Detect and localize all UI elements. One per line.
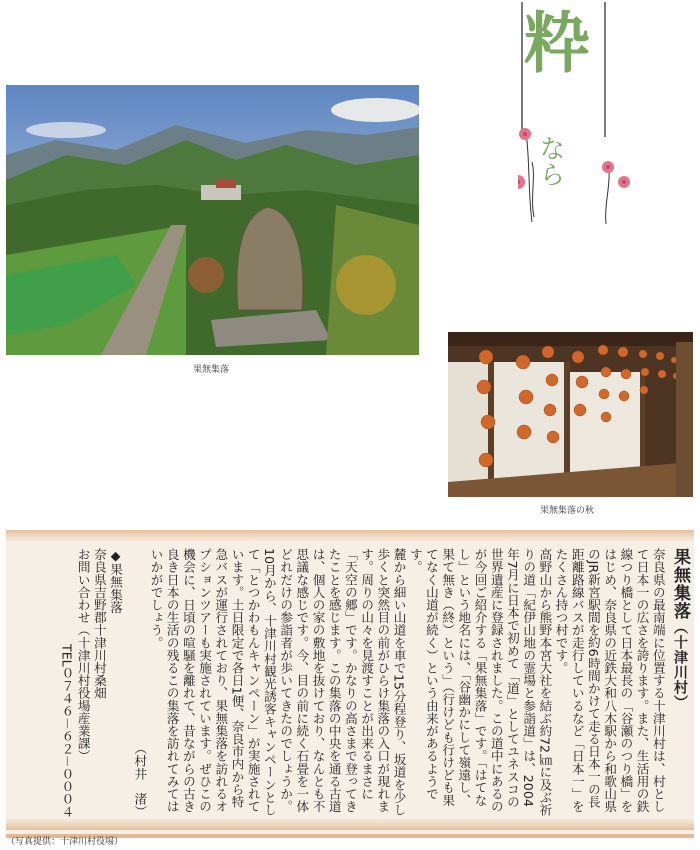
village-photo [6, 85, 419, 355]
photo-caption: 果無集落 [193, 365, 230, 375]
persimmon-photo [448, 332, 693, 497]
article-paragraph: 10月から、十津川村観光誘客キャンペーンとして「とつかわもんキャンペーン」が実施されています。土日限定で各日1便、奈良市内から特急バスが運行されており、果無集落を訪れるオプションツアーも実施されています。ぜひこの機会に、日頃の喧騒を離れて、昔ながらの古き良き日本の生活の残るこの集落を訪れてみてはいかがでしょう。 [148, 548, 277, 817]
article-signature: （村井 渚） [132, 742, 148, 818]
panel-border-bottom [6, 818, 694, 830]
article-paragraph: 高野山から熊野本宮大社を結ぶ約72㎞に及ぶ祈りの道「紀伊山地の霊場と参詣道」は、2004年7月に日本で初めて「道」としてユネスコの世界遺産に登録されました。この道中にあるのが今回ご紹介する「果無集落」です。「はてなし」という地名には、「谷幽かにして嶺遠し、果て無き（終）という」（行けども行けども果てなく山道が続く）という由来があるようです。 [407, 548, 553, 817]
info-address: 奈良県吉野郡十津川村桑畑 [91, 548, 107, 700]
title-kana: なら [535, 135, 565, 187]
photo-caption: 果無集落の秋 [540, 506, 595, 516]
photo-credit: （写真提供：十津川村役場） [6, 837, 124, 847]
article-paragraph: 麓から細い山道を車で15分程登り、坂道を少し歩くと突然目の前がひらけ集落の入口が現れます。周りの山々を見渡すことが出来るまさに「天空の郷」です。かなりの高さまで登ってきたことを感じます。この集落の中央を通る古道は、個人の家の敷地を抜けており、なんとも不思議な感じです。今、目の前に続く石畳を一体どれだけの参詣者が歩いてきたのでしょうか。 [278, 548, 407, 817]
info-contact: お問い合わせ（十津川村役場産業課） [75, 548, 91, 763]
info-block [58, 548, 123, 818]
panel-border-top [6, 530, 694, 542]
article-body [12, 548, 688, 818]
title-kanji: 粋 [524, 4, 590, 82]
headline-main: 果無集落 [670, 548, 690, 620]
article-headline [672, 548, 688, 818]
article-paragraph: 奈良県の最南端に位置する十津川村は、村として日本一の広さを誇ります。また、生活用の鉄線つり橋として日本最長の「谷瀬のつり橋」をはじめ、奈良県の近鉄大和八木駅から和歌山県のJR新宮駅間を約6時間かけて走る日本一の長距離路線バスが走行しているなど「日本一」をたくさん持つ村です。 [553, 548, 666, 813]
info-place: ◆果無集落 [108, 548, 124, 614]
info-tel: TEL０７４６－６２－０００４ [59, 644, 75, 818]
headline-sub: （十津川村） [672, 620, 688, 710]
